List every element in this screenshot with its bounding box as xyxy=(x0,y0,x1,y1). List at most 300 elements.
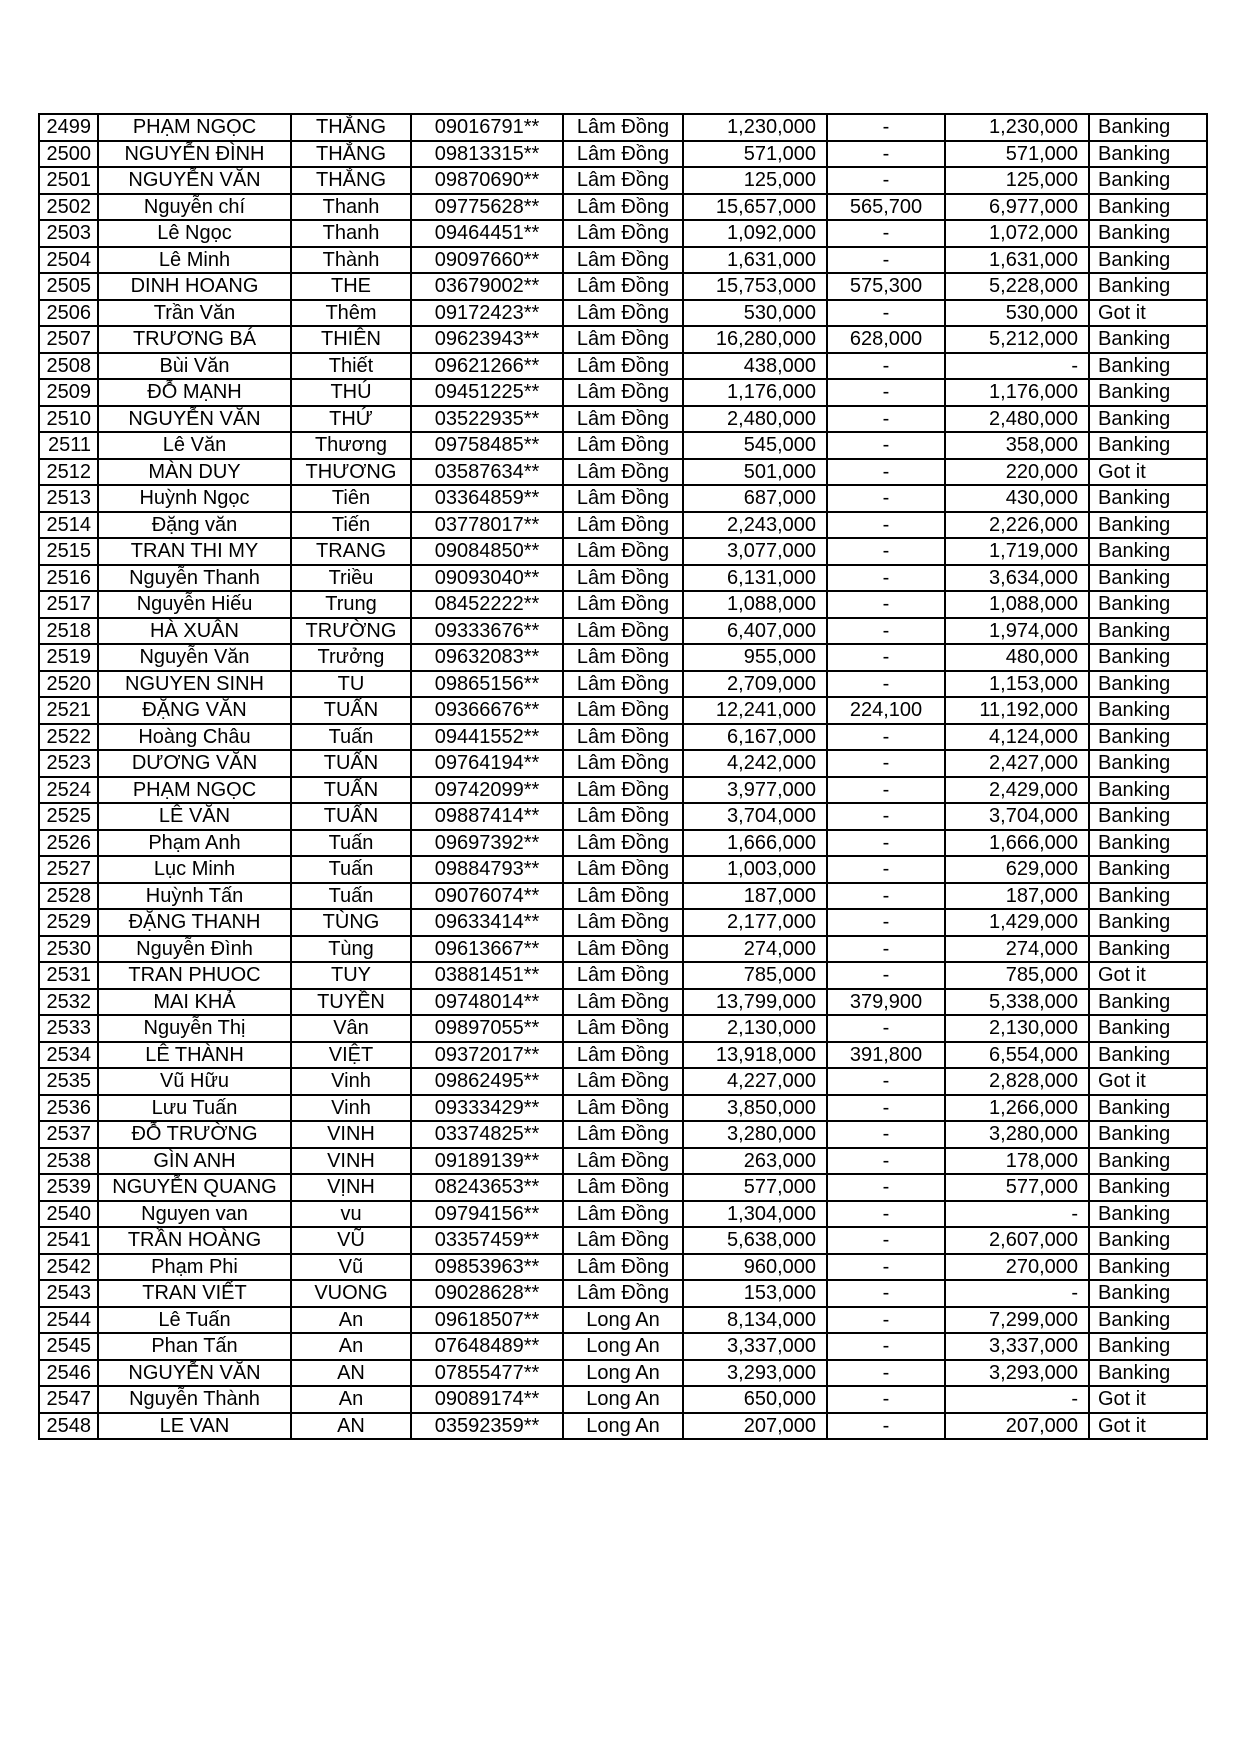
table-row xyxy=(39,1307,1207,1334)
payment-method-cell: Banking xyxy=(1089,432,1207,459)
last-name-cell: An xyxy=(291,1307,411,1334)
net-amount-cell: 2,226,000 xyxy=(945,512,1089,539)
phone-cell: 08243653** xyxy=(411,1174,563,1201)
first-name-cell: Lê Minh xyxy=(98,247,291,274)
phone-cell: 09441552** xyxy=(411,724,563,751)
payment-method-cell: Banking xyxy=(1089,1360,1207,1387)
deduction-cell: - xyxy=(827,1413,945,1440)
table-row xyxy=(39,1174,1207,1201)
net-amount-cell: 2,427,000 xyxy=(945,750,1089,777)
province-cell: Lâm Đồng xyxy=(563,1015,683,1042)
amount-cell: 2,130,000 xyxy=(683,1015,827,1042)
last-name-cell: VUONG xyxy=(291,1280,411,1307)
payment-method-cell: Banking xyxy=(1089,247,1207,274)
deduction-cell: - xyxy=(827,1068,945,1095)
last-name-cell: THÚ xyxy=(291,379,411,406)
last-name-cell: An xyxy=(291,1333,411,1360)
row-number-cell: 2511 xyxy=(39,432,98,459)
row-number-cell: 2523 xyxy=(39,750,98,777)
phone-cell: 09862495** xyxy=(411,1068,563,1095)
net-amount-cell: 2,130,000 xyxy=(945,1015,1089,1042)
payment-method-cell: Banking xyxy=(1089,1148,1207,1175)
deduction-cell: 224,100 xyxy=(827,697,945,724)
table-row xyxy=(39,644,1207,671)
last-name-cell: Trung xyxy=(291,591,411,618)
phone-cell: 09623943** xyxy=(411,326,563,353)
amount-cell: 530,000 xyxy=(683,300,827,327)
amount-cell: 274,000 xyxy=(683,936,827,963)
province-cell: Lâm Đồng xyxy=(563,936,683,963)
amount-cell: 3,977,000 xyxy=(683,777,827,804)
province-cell: Lâm Đồng xyxy=(563,538,683,565)
first-name-cell: HÀ XUÂN xyxy=(98,618,291,645)
payment-method-cell: Banking xyxy=(1089,750,1207,777)
net-amount-cell: 1,666,000 xyxy=(945,830,1089,857)
payment-method-cell: Banking xyxy=(1089,1121,1207,1148)
net-amount-cell: 6,554,000 xyxy=(945,1042,1089,1069)
first-name-cell: Huỳnh Ngọc xyxy=(98,485,291,512)
first-name-cell: ĐỖ MẠNH xyxy=(98,379,291,406)
amount-cell: 5,638,000 xyxy=(683,1227,827,1254)
amount-cell: 3,337,000 xyxy=(683,1333,827,1360)
province-cell: Lâm Đồng xyxy=(563,459,683,486)
table-row xyxy=(39,379,1207,406)
amount-cell: 2,243,000 xyxy=(683,512,827,539)
first-name-cell: Phạm Anh xyxy=(98,830,291,857)
row-number-cell: 2520 xyxy=(39,671,98,698)
province-cell: Lâm Đồng xyxy=(563,565,683,592)
deduction-cell: - xyxy=(827,512,945,539)
province-cell: Lâm Đồng xyxy=(563,114,683,141)
province-cell: Lâm Đồng xyxy=(563,1280,683,1307)
table-row xyxy=(39,618,1207,645)
row-number-cell: 2509 xyxy=(39,379,98,406)
last-name-cell: Tuấn xyxy=(291,724,411,751)
amount-cell: 4,227,000 xyxy=(683,1068,827,1095)
row-number-cell: 2539 xyxy=(39,1174,98,1201)
net-amount-cell: 430,000 xyxy=(945,485,1089,512)
first-name-cell: MAI KHẢ xyxy=(98,989,291,1016)
first-name-cell: Nguyen van xyxy=(98,1201,291,1228)
phone-cell: 09189139** xyxy=(411,1148,563,1175)
net-amount-cell: 3,704,000 xyxy=(945,803,1089,830)
province-cell: Long An xyxy=(563,1307,683,1334)
payment-method-cell: Banking xyxy=(1089,1201,1207,1228)
amount-cell: 6,407,000 xyxy=(683,618,827,645)
first-name-cell: Nguyễn Đình xyxy=(98,936,291,963)
first-name-cell: PHẠM NGỌC xyxy=(98,777,291,804)
deduction-cell: 575,300 xyxy=(827,273,945,300)
row-number-cell: 2517 xyxy=(39,591,98,618)
row-number-cell: 2522 xyxy=(39,724,98,751)
payment-method-cell: Banking xyxy=(1089,1280,1207,1307)
net-amount-cell: - xyxy=(945,1201,1089,1228)
last-name-cell: An xyxy=(291,1386,411,1413)
province-cell: Lâm Đồng xyxy=(563,750,683,777)
phone-cell: 09758485** xyxy=(411,432,563,459)
amount-cell: 571,000 xyxy=(683,141,827,168)
payment-method-cell: Banking xyxy=(1089,406,1207,433)
table-row xyxy=(39,697,1207,724)
net-amount-cell: 2,429,000 xyxy=(945,777,1089,804)
payment-method-cell: Banking xyxy=(1089,724,1207,751)
province-cell: Lâm Đồng xyxy=(563,909,683,936)
amount-cell: 12,241,000 xyxy=(683,697,827,724)
phone-cell: 09366676** xyxy=(411,697,563,724)
net-amount-cell: 4,124,000 xyxy=(945,724,1089,751)
deduction-cell: - xyxy=(827,1307,945,1334)
phone-cell: 09775628** xyxy=(411,194,563,221)
table-row xyxy=(39,538,1207,565)
amount-cell: 4,242,000 xyxy=(683,750,827,777)
last-name-cell: Tùng xyxy=(291,936,411,963)
last-name-cell: vu xyxy=(291,1201,411,1228)
payment-method-cell: Banking xyxy=(1089,883,1207,910)
net-amount-cell: 1,266,000 xyxy=(945,1095,1089,1122)
row-number-cell: 2527 xyxy=(39,856,98,883)
payment-method-cell: Banking xyxy=(1089,114,1207,141)
phone-cell: 09748014** xyxy=(411,989,563,1016)
net-amount-cell: 3,337,000 xyxy=(945,1333,1089,1360)
net-amount-cell: 1,230,000 xyxy=(945,114,1089,141)
province-cell: Lâm Đồng xyxy=(563,883,683,910)
phone-cell: 09897055** xyxy=(411,1015,563,1042)
net-amount-cell: 3,634,000 xyxy=(945,565,1089,592)
row-number-cell: 2525 xyxy=(39,803,98,830)
table-row xyxy=(39,406,1207,433)
row-number-cell: 2536 xyxy=(39,1095,98,1122)
payment-method-cell: Got it xyxy=(1089,1413,1207,1440)
last-name-cell: THỨ xyxy=(291,406,411,433)
first-name-cell: Nguyễn Thành xyxy=(98,1386,291,1413)
phone-cell: 09097660** xyxy=(411,247,563,274)
phone-cell: 09742099** xyxy=(411,777,563,804)
table-row xyxy=(39,1015,1207,1042)
deduction-cell: - xyxy=(827,247,945,274)
row-number-cell: 2506 xyxy=(39,300,98,327)
phone-cell: 07855477** xyxy=(411,1360,563,1387)
table-row xyxy=(39,1333,1207,1360)
phone-cell: 03881451** xyxy=(411,962,563,989)
row-number-cell: 2542 xyxy=(39,1254,98,1281)
payment-method-cell: Banking xyxy=(1089,379,1207,406)
phone-cell: 09333429** xyxy=(411,1095,563,1122)
last-name-cell: VINH xyxy=(291,1121,411,1148)
first-name-cell: Hoàng Châu xyxy=(98,724,291,751)
net-amount-cell: 1,072,000 xyxy=(945,220,1089,247)
amount-cell: 1,003,000 xyxy=(683,856,827,883)
province-cell: Lâm Đồng xyxy=(563,512,683,539)
row-number-cell: 2514 xyxy=(39,512,98,539)
row-number-cell: 2544 xyxy=(39,1307,98,1334)
table-row xyxy=(39,909,1207,936)
amount-cell: 1,666,000 xyxy=(683,830,827,857)
deduction-cell: - xyxy=(827,1174,945,1201)
deduction-cell: - xyxy=(827,777,945,804)
deduction-cell: - xyxy=(827,141,945,168)
last-name-cell: TUẤN xyxy=(291,803,411,830)
last-name-cell: Trưởng xyxy=(291,644,411,671)
row-number-cell: 2504 xyxy=(39,247,98,274)
phone-cell: 09333676** xyxy=(411,618,563,645)
payment-method-cell: Banking xyxy=(1089,512,1207,539)
row-number-cell: 2529 xyxy=(39,909,98,936)
table-row xyxy=(39,750,1207,777)
deduction-cell: - xyxy=(827,1386,945,1413)
first-name-cell: Nguyễn chí xyxy=(98,194,291,221)
deduction-cell: - xyxy=(827,936,945,963)
table-row xyxy=(39,1068,1207,1095)
net-amount-cell: 629,000 xyxy=(945,856,1089,883)
phone-cell: 09172423** xyxy=(411,300,563,327)
deduction-cell: - xyxy=(827,300,945,327)
payment-method-cell: Banking xyxy=(1089,1254,1207,1281)
table-row xyxy=(39,326,1207,353)
row-number-cell: 2530 xyxy=(39,936,98,963)
phone-cell: 09076074** xyxy=(411,883,563,910)
deduction-cell: - xyxy=(827,1201,945,1228)
first-name-cell: NGUYỄN VĂN xyxy=(98,167,291,194)
phone-cell: 09451225** xyxy=(411,379,563,406)
amount-cell: 1,176,000 xyxy=(683,379,827,406)
deduction-cell: - xyxy=(827,883,945,910)
table-row xyxy=(39,777,1207,804)
amount-cell: 577,000 xyxy=(683,1174,827,1201)
province-cell: Long An xyxy=(563,1386,683,1413)
deduction-cell: - xyxy=(827,1254,945,1281)
payment-method-cell: Banking xyxy=(1089,803,1207,830)
province-cell: Lâm Đồng xyxy=(563,591,683,618)
table-row xyxy=(39,671,1207,698)
table-row xyxy=(39,565,1207,592)
phone-cell: 09887414** xyxy=(411,803,563,830)
amount-cell: 2,709,000 xyxy=(683,671,827,698)
row-number-cell: 2534 xyxy=(39,1042,98,1069)
last-name-cell: Thanh xyxy=(291,194,411,221)
last-name-cell: Tiến xyxy=(291,512,411,539)
province-cell: Lâm Đồng xyxy=(563,856,683,883)
table-row xyxy=(39,989,1207,1016)
first-name-cell: ĐẶNG THANH xyxy=(98,909,291,936)
table-row xyxy=(39,459,1207,486)
province-cell: Lâm Đồng xyxy=(563,220,683,247)
deduction-cell: - xyxy=(827,724,945,751)
amount-cell: 3,280,000 xyxy=(683,1121,827,1148)
amount-cell: 687,000 xyxy=(683,485,827,512)
first-name-cell: Nguyễn Thị xyxy=(98,1015,291,1042)
row-number-cell: 2507 xyxy=(39,326,98,353)
row-number-cell: 2501 xyxy=(39,167,98,194)
table-row xyxy=(39,830,1207,857)
deduction-cell: - xyxy=(827,1095,945,1122)
province-cell: Lâm Đồng xyxy=(563,141,683,168)
payment-method-cell: Banking xyxy=(1089,1333,1207,1360)
last-name-cell: VIỆT xyxy=(291,1042,411,1069)
phone-cell: 07648489** xyxy=(411,1333,563,1360)
row-number-cell: 2512 xyxy=(39,459,98,486)
first-name-cell: TRAN THI MY xyxy=(98,538,291,565)
phone-cell: 03357459** xyxy=(411,1227,563,1254)
amount-cell: 650,000 xyxy=(683,1386,827,1413)
table-row xyxy=(39,1280,1207,1307)
table-row xyxy=(39,300,1207,327)
deduction-cell: - xyxy=(827,406,945,433)
phone-cell: 09764194** xyxy=(411,750,563,777)
row-number-cell: 2519 xyxy=(39,644,98,671)
last-name-cell: TRƯỜNG xyxy=(291,618,411,645)
row-number-cell: 2541 xyxy=(39,1227,98,1254)
row-number-cell: 2532 xyxy=(39,989,98,1016)
payment-method-cell: Banking xyxy=(1089,909,1207,936)
phone-cell: 03592359** xyxy=(411,1413,563,1440)
net-amount-cell: 530,000 xyxy=(945,300,1089,327)
net-amount-cell: 207,000 xyxy=(945,1413,1089,1440)
table-row xyxy=(39,114,1207,141)
last-name-cell: Tuấn xyxy=(291,830,411,857)
row-number-cell: 2499 xyxy=(39,114,98,141)
table-row xyxy=(39,1148,1207,1175)
phone-cell: 09613667** xyxy=(411,936,563,963)
table-row xyxy=(39,432,1207,459)
province-cell: Lâm Đồng xyxy=(563,671,683,698)
last-name-cell: Triều xyxy=(291,565,411,592)
table-row xyxy=(39,1386,1207,1413)
first-name-cell: Trần Văn xyxy=(98,300,291,327)
last-name-cell: VŨ xyxy=(291,1227,411,1254)
row-number-cell: 2543 xyxy=(39,1280,98,1307)
first-name-cell: Vũ Hữu xyxy=(98,1068,291,1095)
table-row xyxy=(39,273,1207,300)
table-row xyxy=(39,1095,1207,1122)
first-name-cell: ĐẶNG VĂN xyxy=(98,697,291,724)
amount-cell: 545,000 xyxy=(683,432,827,459)
first-name-cell: Đặng văn xyxy=(98,512,291,539)
amount-cell: 955,000 xyxy=(683,644,827,671)
deduction-cell: - xyxy=(827,538,945,565)
net-amount-cell: 3,293,000 xyxy=(945,1360,1089,1387)
payment-method-cell: Banking xyxy=(1089,1042,1207,1069)
first-name-cell: Bùi Văn xyxy=(98,353,291,380)
first-name-cell: Phạm Phi xyxy=(98,1254,291,1281)
net-amount-cell: 274,000 xyxy=(945,936,1089,963)
amount-cell: 13,799,000 xyxy=(683,989,827,1016)
province-cell: Lâm Đồng xyxy=(563,618,683,645)
last-name-cell: THẮNG xyxy=(291,114,411,141)
deduction-cell: - xyxy=(827,803,945,830)
last-name-cell: THẮNG xyxy=(291,141,411,168)
payment-method-cell: Banking xyxy=(1089,830,1207,857)
row-number-cell: 2548 xyxy=(39,1413,98,1440)
table-row xyxy=(39,883,1207,910)
amount-cell: 3,077,000 xyxy=(683,538,827,565)
amount-cell: 785,000 xyxy=(683,962,827,989)
province-cell: Lâm Đồng xyxy=(563,1227,683,1254)
province-cell: Lâm Đồng xyxy=(563,432,683,459)
last-name-cell: Thanh xyxy=(291,220,411,247)
phone-cell: 09813315** xyxy=(411,141,563,168)
amount-cell: 1,088,000 xyxy=(683,591,827,618)
last-name-cell: Vinh xyxy=(291,1095,411,1122)
first-name-cell: DƯƠNG VĂN xyxy=(98,750,291,777)
last-name-cell: Vinh xyxy=(291,1068,411,1095)
payment-method-cell: Banking xyxy=(1089,989,1207,1016)
row-number-cell: 2503 xyxy=(39,220,98,247)
deduction-cell: - xyxy=(827,379,945,406)
table-row xyxy=(39,1413,1207,1440)
table-row xyxy=(39,485,1207,512)
payment-method-cell: Got it xyxy=(1089,962,1207,989)
last-name-cell: THE xyxy=(291,273,411,300)
amount-cell: 438,000 xyxy=(683,353,827,380)
payment-method-cell: Banking xyxy=(1089,141,1207,168)
row-number-cell: 2531 xyxy=(39,962,98,989)
first-name-cell: GÌN ANH xyxy=(98,1148,291,1175)
first-name-cell: Huỳnh Tấn xyxy=(98,883,291,910)
deduction-cell: - xyxy=(827,591,945,618)
province-cell: Long An xyxy=(563,1360,683,1387)
last-name-cell: TUẤN xyxy=(291,697,411,724)
table-row xyxy=(39,1201,1207,1228)
last-name-cell: THẮNG xyxy=(291,167,411,194)
row-number-cell: 2547 xyxy=(39,1386,98,1413)
last-name-cell: THIÊN xyxy=(291,326,411,353)
first-name-cell: TRƯƠNG BÁ xyxy=(98,326,291,353)
amount-cell: 1,631,000 xyxy=(683,247,827,274)
province-cell: Lâm Đồng xyxy=(563,724,683,751)
net-amount-cell: 1,088,000 xyxy=(945,591,1089,618)
last-name-cell: AN xyxy=(291,1360,411,1387)
row-number-cell: 2515 xyxy=(39,538,98,565)
row-number-cell: 2540 xyxy=(39,1201,98,1228)
deduction-cell: - xyxy=(827,1227,945,1254)
first-name-cell: ĐỖ TRƯỜNG xyxy=(98,1121,291,1148)
last-name-cell: TU xyxy=(291,671,411,698)
table-row xyxy=(39,353,1207,380)
phone-cell: 03778017** xyxy=(411,512,563,539)
deduction-cell: - xyxy=(827,353,945,380)
deduction-cell: - xyxy=(827,1148,945,1175)
row-number-cell: 2516 xyxy=(39,565,98,592)
province-cell: Lâm Đồng xyxy=(563,1174,683,1201)
amount-cell: 501,000 xyxy=(683,459,827,486)
province-cell: Lâm Đồng xyxy=(563,1095,683,1122)
phone-cell: 09372017** xyxy=(411,1042,563,1069)
table-row xyxy=(39,1227,1207,1254)
net-amount-cell: 2,480,000 xyxy=(945,406,1089,433)
last-name-cell: AN xyxy=(291,1413,411,1440)
table-row xyxy=(39,591,1207,618)
first-name-cell: PHẠM NGỌC xyxy=(98,114,291,141)
phone-cell: 09853963** xyxy=(411,1254,563,1281)
net-amount-cell: 1,176,000 xyxy=(945,379,1089,406)
first-name-cell: Lê Văn xyxy=(98,432,291,459)
deduction-cell: - xyxy=(827,1333,945,1360)
net-amount-cell: 571,000 xyxy=(945,141,1089,168)
deduction-cell: - xyxy=(827,1015,945,1042)
table-row xyxy=(39,803,1207,830)
first-name-cell: Lưu Tuấn xyxy=(98,1095,291,1122)
net-amount-cell: 2,607,000 xyxy=(945,1227,1089,1254)
phone-cell: 09870690** xyxy=(411,167,563,194)
first-name-cell: LÊ THÀNH xyxy=(98,1042,291,1069)
province-cell: Lâm Đồng xyxy=(563,1148,683,1175)
phone-cell: 09884793** xyxy=(411,856,563,883)
province-cell: Long An xyxy=(563,1333,683,1360)
net-amount-cell: 11,192,000 xyxy=(945,697,1089,724)
phone-cell: 09865156** xyxy=(411,671,563,698)
first-name-cell: Lục Minh xyxy=(98,856,291,883)
province-cell: Lâm Đồng xyxy=(563,1254,683,1281)
